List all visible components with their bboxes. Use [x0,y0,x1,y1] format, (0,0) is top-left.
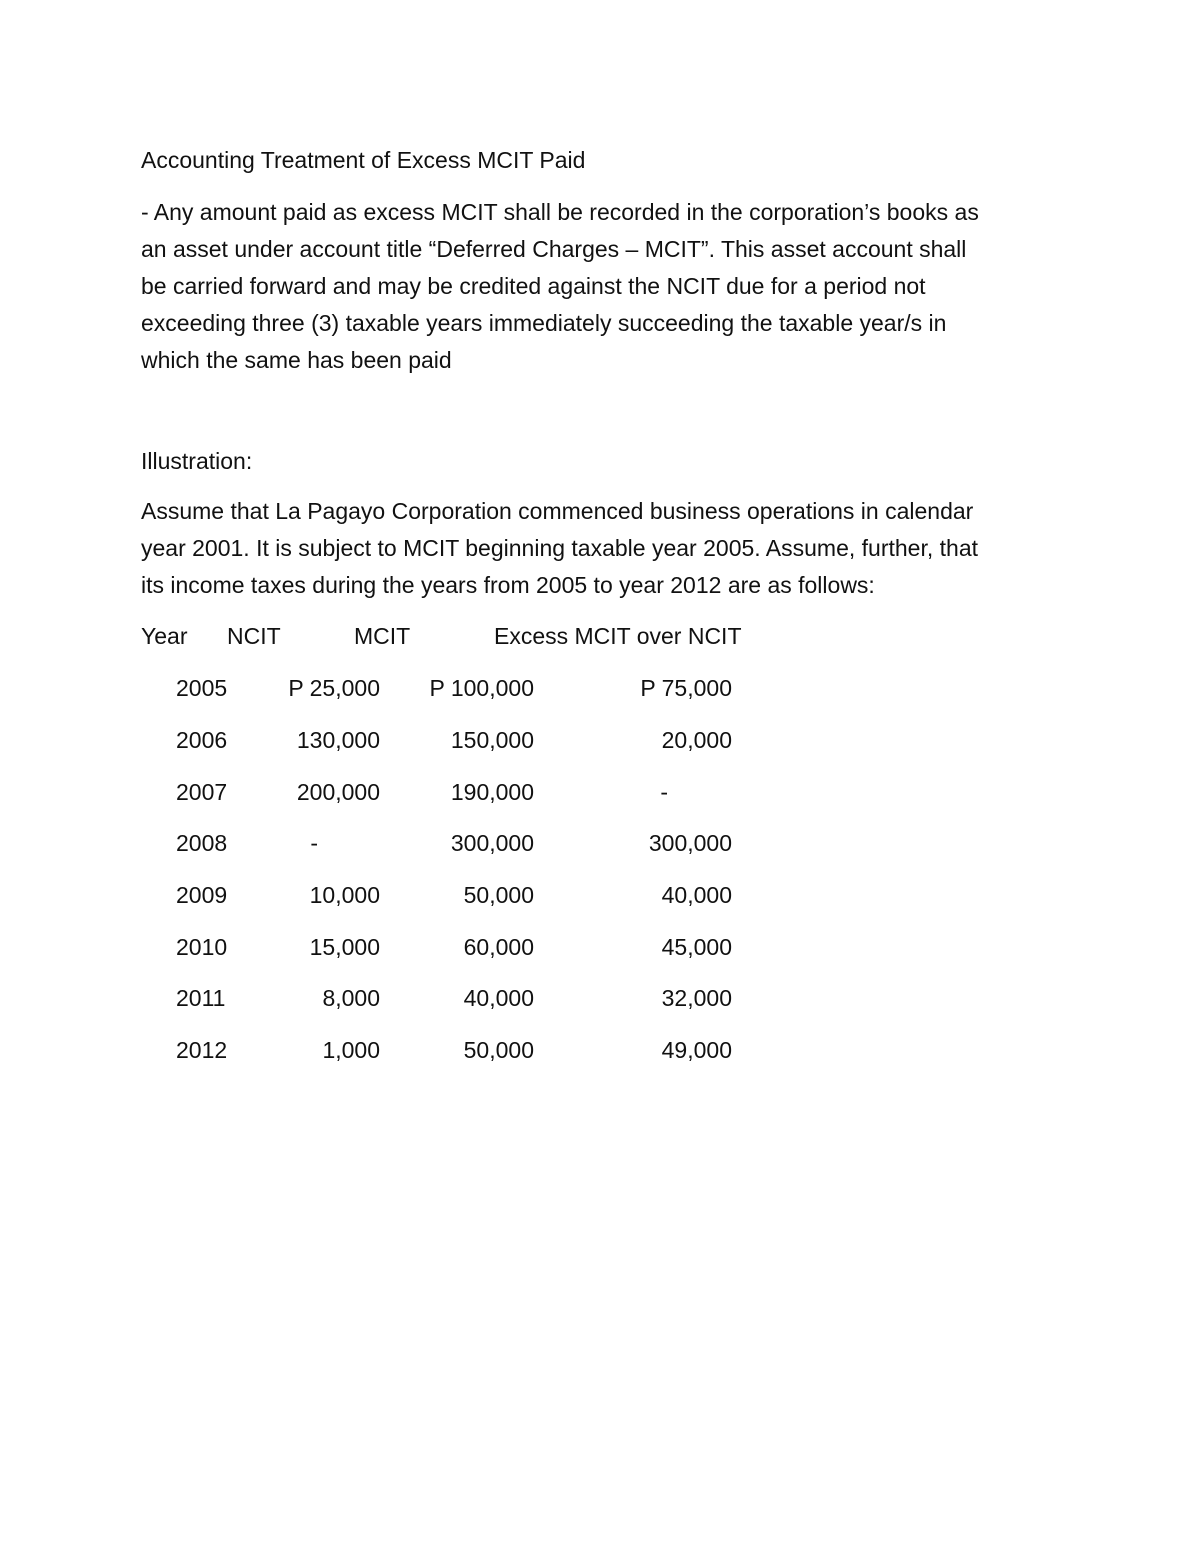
cell-year: 2010 [176,934,228,960]
table-row [0,932,1200,962]
cell-year: 2012 [176,1037,228,1063]
cell-ncit: P 25,000 [288,675,380,701]
cell-mcit: 300,000 [450,830,534,856]
table-row [0,880,1200,910]
paragraph-line: an asset under account title “Deferred Charges – MCIT”. This asset account shall [141,236,967,262]
header-mcit: MCIT [354,623,411,649]
cell-ncit: - [310,830,318,856]
header-excess-mcit: Excess MCIT over NCIT [494,623,742,649]
paragraph-line: exceeding three (3) taxable years immediately succeeding the taxable year/s in [141,310,947,336]
cell-ncit: 1,000 [322,1037,380,1063]
cell-mcit: 50,000 [463,882,534,908]
table-row [0,1035,1200,1065]
cell-year: 2008 [176,830,228,856]
cell-year: 2005 [176,675,228,701]
cell-excess: 49,000 [661,1037,732,1063]
cell-ncit: 15,000 [309,934,380,960]
paragraph-illustration [141,493,978,604]
cell-mcit: 150,000 [450,727,534,753]
cell-mcit: P 100,000 [429,675,534,701]
table-row [0,725,1200,755]
illustration-label: Illustration: [141,448,253,474]
cell-ncit: 200,000 [296,779,380,805]
cell-excess: 32,000 [661,985,732,1011]
cell-excess: 300,000 [648,830,732,856]
paragraph-line: Assume that La Pagayo Corporation commenced business operations in calendar [141,498,974,524]
paragraph-line: which the same has been paid [141,347,452,373]
cell-year: 2007 [176,779,228,805]
cell-mcit: 40,000 [463,985,534,1011]
document-title: Accounting Treatment of Excess MCIT Paid [141,147,586,173]
paragraph-line: its income taxes during the years from 2005 to year 2012 are as follows: [141,572,875,598]
cell-excess: - [660,779,668,805]
cell-year: 2011 [176,985,226,1011]
cell-ncit: 10,000 [309,882,380,908]
table-row [0,777,1200,807]
cell-excess: 20,000 [661,727,732,753]
cell-excess: 45,000 [661,934,732,960]
cell-mcit: 190,000 [450,779,534,805]
cell-excess: P 75,000 [640,675,732,701]
cell-ncit: 8,000 [322,985,380,1011]
paragraph-line: year 2001. It is subject to MCIT beginning taxable year 2005. Assume, further, that [141,535,978,561]
table-row [0,828,1200,858]
header-ncit: NCIT [227,623,281,649]
cell-ncit: 130,000 [296,727,380,753]
cell-mcit: 50,000 [463,1037,534,1063]
table-row [0,983,1200,1013]
paragraph-line: be carried forward and may be credited against the NCIT due for a period not [141,273,926,299]
paragraph-deferred-charges [141,194,979,379]
cell-year: 2009 [176,882,228,908]
cell-year: 2006 [176,727,228,753]
table-row [0,673,1200,703]
cell-excess: 40,000 [661,882,732,908]
paragraph-line: - Any amount paid as excess MCIT shall be recorded in the corporation’s books as [141,199,979,225]
header-year: Year [141,623,188,649]
cell-mcit: 60,000 [463,934,534,960]
